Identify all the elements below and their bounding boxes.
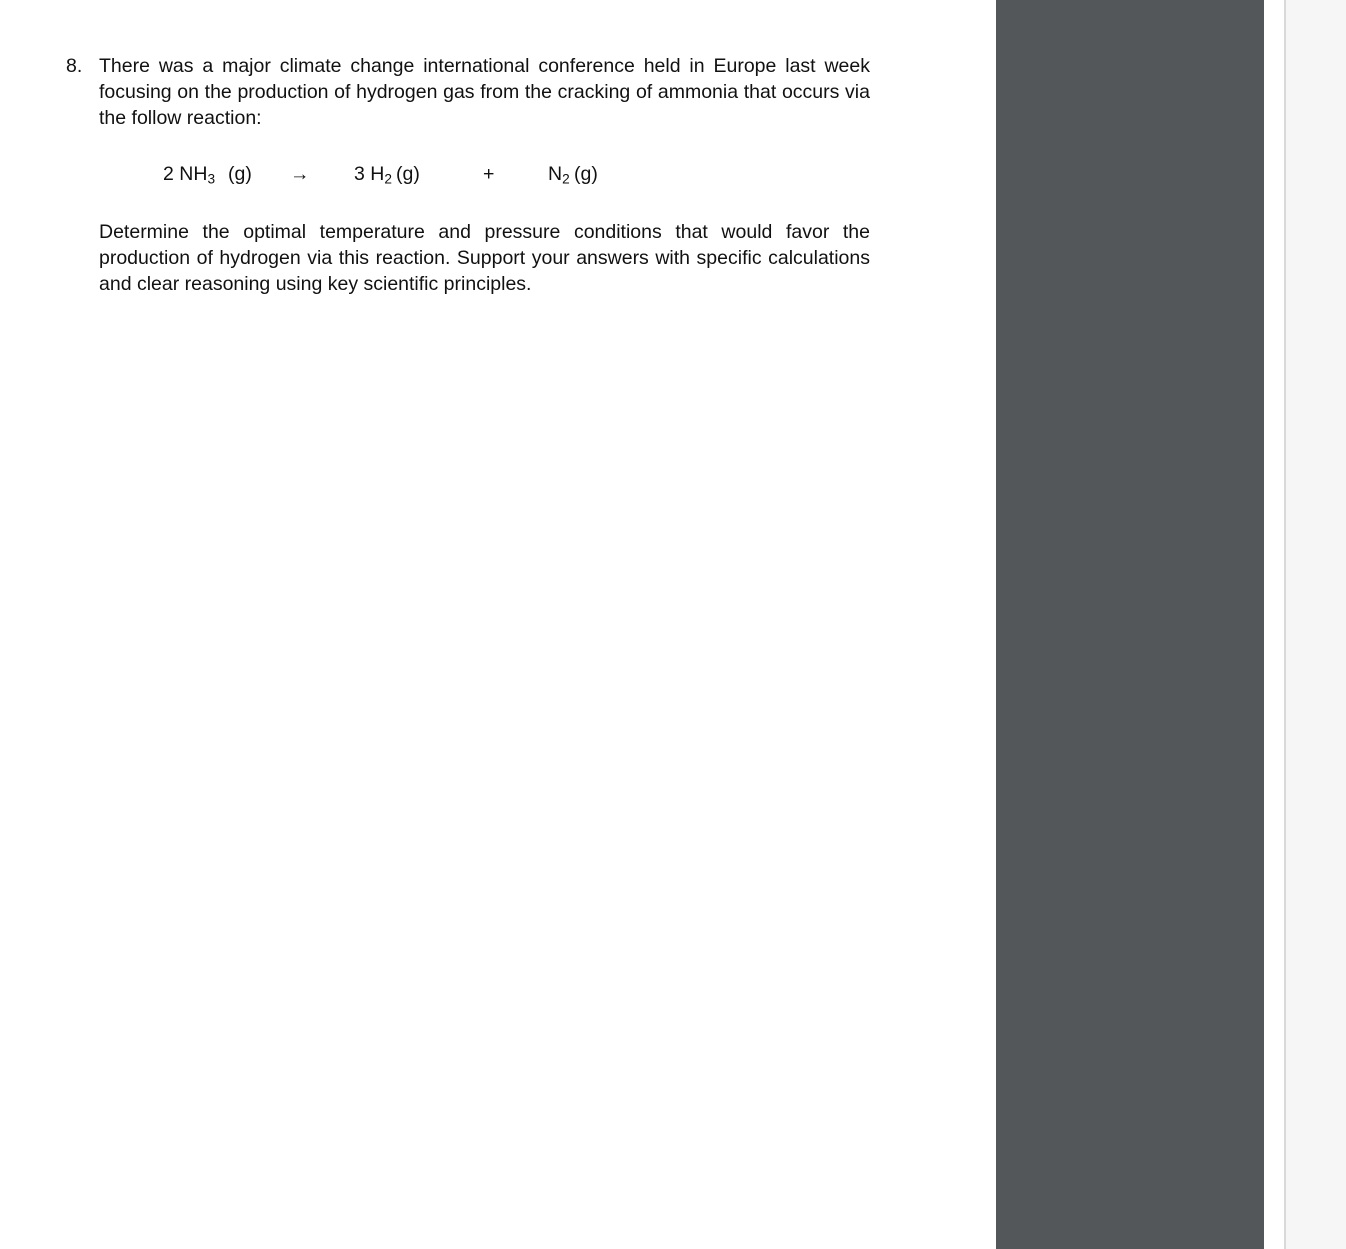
question-prompt: Determine the optimal temperature and pressure conditions that would favor the production of hydrogen via this reaction. Support your answers with specific calculations and clear reasoning using key scientific principles. [99,221,870,295]
side-panel [996,0,1264,1249]
plus-sign: + [483,163,495,185]
reactant-state: (g) [228,163,252,185]
scrollbar-track[interactable] [1284,0,1346,1249]
reaction-arrow: → [290,163,310,185]
product2-state: (g) [574,163,598,185]
product1-state: (g) [396,163,420,185]
question-intro: There was a major climate change international conference held in Europe last week focusing on the production of hydrogen gas from the cracking of ammonia that occurs via the follow reaction: [99,55,870,129]
question-8 [66,53,870,297]
product-nitrogen: $N_2$ [548,163,570,187]
product-hydrogen: 3 $H_2$ [354,163,392,187]
chemical-equation [66,157,870,197]
panel-gutter [1264,0,1284,1249]
reactant-ammonia: 2 $NH_3$ [163,163,216,187]
question-number: 8. [66,55,83,77]
